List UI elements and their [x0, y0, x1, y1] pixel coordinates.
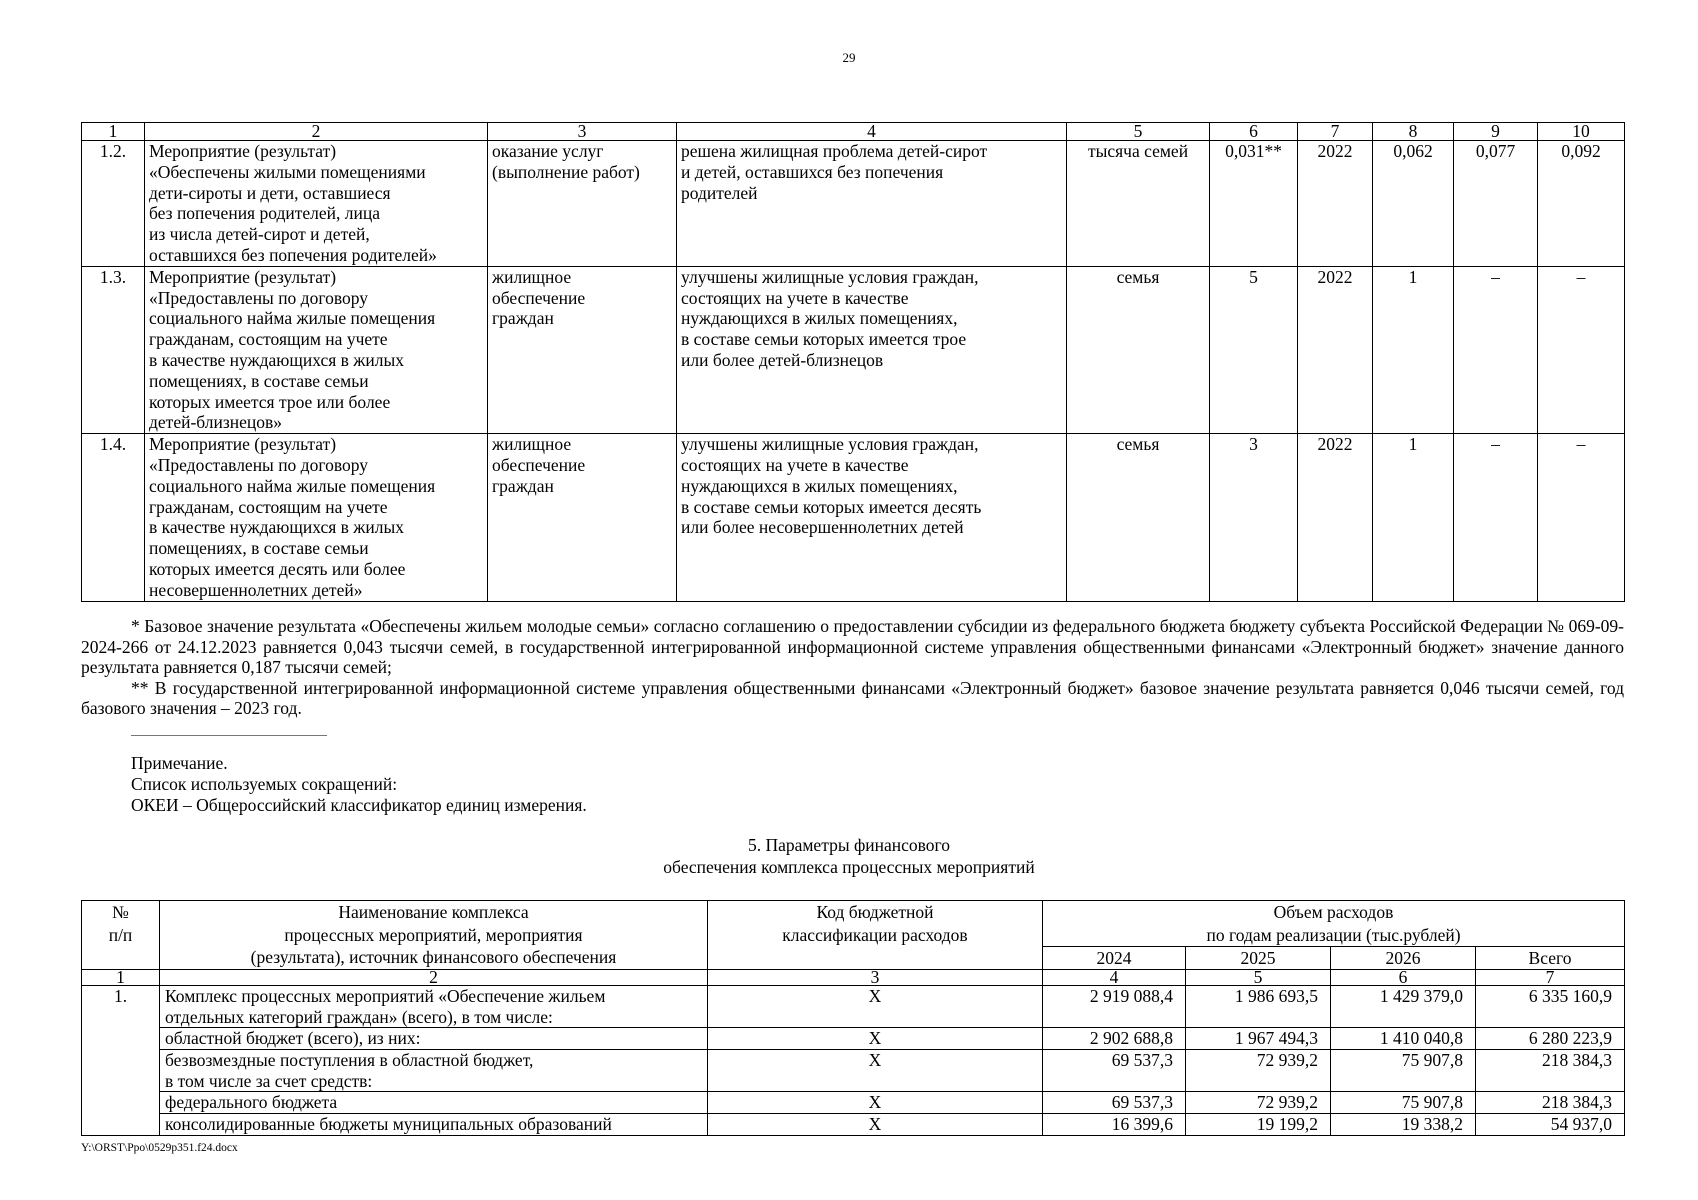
- column-index: 9: [1454, 123, 1538, 141]
- value-2025: –: [1454, 266, 1538, 433]
- column-index: 4: [677, 123, 1067, 141]
- column-index: 1: [82, 123, 145, 141]
- header-year-2026: 2026: [1331, 947, 1476, 970]
- footnote-1: * Базовое значение результата «Обеспечены жильем молодые семьи» согласно соглашению о предоставлении субсидии из федерального бюджета бюджету субъекта Российской Федерации № 069-09-2024-266 от 24.12.2023 равняется 0,043 тысячи семей, в государственной интегрированной информационной системе управления общественными финансами «Электронный бюджет» значение данного результата равняется 0,187 тысячи семей;: [81, 616, 1624, 677]
- column-index: 3: [488, 123, 677, 141]
- value-2024: 1: [1373, 434, 1454, 601]
- base-value: 3: [1210, 434, 1298, 601]
- table-row: [82, 1114, 1625, 1136]
- amount-2025: 72 939,2: [1186, 1050, 1331, 1092]
- column-index: 1: [82, 970, 160, 986]
- amount-2025: 72 939,2: [1186, 1092, 1331, 1114]
- row-number: 1.: [82, 986, 160, 1136]
- result-characteristic: решена жилищная проблема детей-сирот и детей, оставшихся без попечения родителей: [677, 141, 1067, 267]
- amount-2026: 19 338,2: [1331, 1114, 1476, 1136]
- row-number: 1.2.: [82, 141, 145, 267]
- finance-table-index-row: [82, 970, 1625, 986]
- amount-total: 6 280 223,9: [1476, 1028, 1625, 1050]
- result-characteristic: улучшены жилищные условия граждан, состоящих на учете в качестве нуждающихся в жилых помещениях, в составе семьи которых имеется десять или более несовершеннолетних детей: [677, 434, 1067, 601]
- table-row: [82, 986, 1625, 1028]
- table-row: [82, 1092, 1625, 1114]
- column-index: 6: [1331, 970, 1476, 986]
- unit-of-measure: семья: [1067, 266, 1210, 433]
- header-year-2024: 2024: [1043, 947, 1186, 970]
- table-row: [82, 1028, 1625, 1050]
- value-2024: 0,062: [1373, 141, 1454, 267]
- header-volume: Объем расходов по годам реализации (тыс.рублей): [1043, 901, 1625, 947]
- value-2026: –: [1538, 434, 1625, 601]
- footnote-separator: [131, 735, 327, 736]
- amount-2025: 1 967 494,3: [1186, 1028, 1331, 1050]
- finance-item-name: Комплекс процессных мероприятий «Обеспечение жильем отдельных категорий граждан» (всего), в том числе:: [160, 986, 708, 1028]
- column-index: 7: [1298, 123, 1373, 141]
- value-2026: 0,092: [1538, 141, 1625, 267]
- results-table: [81, 122, 1625, 602]
- budget-code: X: [708, 1028, 1043, 1050]
- section-title-line: обеспечения комплекса процессных мероприятий: [663, 857, 1035, 877]
- base-value: 5: [1210, 266, 1298, 433]
- result-type: оказание услуг (выполнение работ): [488, 141, 677, 267]
- amount-2024: 69 537,3: [1043, 1050, 1186, 1092]
- result-type: жилищное обеспечение граждан: [488, 434, 677, 601]
- header-year-2025: 2025: [1186, 947, 1331, 970]
- header-total: Всего: [1476, 947, 1625, 970]
- notes: [131, 753, 587, 816]
- amount-2024: 2 919 088,4: [1043, 986, 1186, 1028]
- amount-2025: 19 199,2: [1186, 1114, 1331, 1136]
- table-row: [82, 141, 1625, 267]
- result-name: Мероприятие (результат) «Предоставлены по договору социального найма жилые помещения гражданам, состоящим на учете в качестве нуждающихся в жилых помещениях, в составе семьи которых имеется трое или более детей-близнецов»: [145, 266, 488, 433]
- header-num: № п/п: [82, 901, 160, 970]
- row-number: 1.3.: [82, 266, 145, 433]
- column-index: 3: [708, 970, 1043, 986]
- column-index: 10: [1538, 123, 1625, 141]
- amount-total: 218 384,3: [1476, 1092, 1625, 1114]
- unit-of-measure: тысяча семей: [1067, 141, 1210, 267]
- amount-2026: 75 907,8: [1331, 1092, 1476, 1114]
- table-row: [82, 434, 1625, 601]
- abbreviation-okei: ОКЕИ – Общероссийский классификатор единиц измерения.: [131, 795, 587, 815]
- column-index: 5: [1186, 970, 1331, 986]
- result-characteristic: улучшены жилищные условия граждан, состоящих на учете в качестве нуждающихся в жилых помещениях, в составе семьи которых имеется трое или более детей-близнецов: [677, 266, 1067, 433]
- table-row: [82, 1050, 1625, 1092]
- finance-item-name: безвозмездные поступления в областной бюджет, в том числе за счет средств:: [160, 1050, 708, 1092]
- header-name: Наименование комплекса процессных мероприятий, мероприятия (результата), источник финансового обеспечения: [160, 901, 708, 970]
- finance-item-name: федерального бюджета: [160, 1092, 708, 1114]
- header-budget-code: Код бюджетной классификации расходов: [708, 901, 1043, 970]
- budget-code: X: [708, 1114, 1043, 1136]
- amount-2025: 1 986 693,5: [1186, 986, 1331, 1028]
- base-year: 2022: [1298, 434, 1373, 601]
- section-title-line: 5. Параметры финансового: [747, 835, 951, 855]
- value-2025: 0,077: [1454, 141, 1538, 267]
- amount-2024: 2 902 688,8: [1043, 1028, 1186, 1050]
- finance-item-name: областной бюджет (всего), из них:: [160, 1028, 708, 1050]
- amount-total: 6 335 160,9: [1476, 986, 1625, 1028]
- budget-code: X: [708, 1092, 1043, 1114]
- amount-2026: 75 907,8: [1331, 1050, 1476, 1092]
- finance-table-header-row: [82, 901, 1625, 947]
- footnotes: [81, 616, 1624, 719]
- amount-2026: 1 410 040,8: [1331, 1028, 1476, 1050]
- column-index: 4: [1043, 970, 1186, 986]
- base-year: 2022: [1298, 141, 1373, 267]
- table-row: [82, 266, 1625, 433]
- amount-total: 218 384,3: [1476, 1050, 1625, 1092]
- results-table-index-row: [82, 123, 1625, 141]
- page-number: 29: [842, 50, 856, 65]
- column-index: 2: [160, 970, 708, 986]
- result-type: жилищное обеспечение граждан: [488, 266, 677, 433]
- amount-2024: 69 537,3: [1043, 1092, 1186, 1114]
- value-2024: 1: [1373, 266, 1454, 433]
- unit-of-measure: семья: [1067, 434, 1210, 601]
- column-index: 2: [145, 123, 488, 141]
- budget-code: X: [708, 986, 1043, 1028]
- budget-code: X: [708, 1050, 1043, 1092]
- amount-2026: 1 429 379,0: [1331, 986, 1476, 1028]
- column-index: 5: [1067, 123, 1210, 141]
- result-name: Мероприятие (результат) «Предоставлены по договору социального найма жилые помещения гражданам, состоящим на учете в качестве нуждающихся в жилых помещениях, в составе семьи которых имеется десять или более несовершеннолетних детей»: [145, 434, 488, 601]
- section-title: [0, 834, 1698, 878]
- value-2025: –: [1454, 434, 1538, 601]
- row-number: 1.4.: [82, 434, 145, 601]
- abbreviations-title: Список используемых сокращений:: [131, 774, 398, 794]
- finance-item-name: консолидированные бюджеты муниципальных образований: [160, 1114, 708, 1136]
- amount-2024: 16 399,6: [1043, 1114, 1186, 1136]
- column-index: 6: [1210, 123, 1298, 141]
- column-index: 7: [1476, 970, 1625, 986]
- base-year: 2022: [1298, 266, 1373, 433]
- value-2026: –: [1538, 266, 1625, 433]
- column-index: 8: [1373, 123, 1454, 141]
- result-name: Мероприятие (результат) «Обеспечены жилыми помещениями дети-сироты и дети, оставшиеся без попечения родителей, лица из числа детей-сирот и детей, оставшихся без попечения родителей»: [145, 141, 488, 267]
- finance-table: [81, 900, 1625, 1136]
- file-path: Y:\ORST\Ppo\0529p351.f24.docx: [81, 1142, 238, 1154]
- base-value: 0,031**: [1210, 141, 1298, 267]
- footnote-2: ** В государственной интегрированной информационной системе управления общественными финансами «Электронный бюджет» базовое значение результата равняется 0,046 тысячи семей, год базового значения – 2023 год.: [81, 677, 1624, 718]
- note-title: Примечание.: [131, 753, 228, 773]
- amount-total: 54 937,0: [1476, 1114, 1625, 1136]
